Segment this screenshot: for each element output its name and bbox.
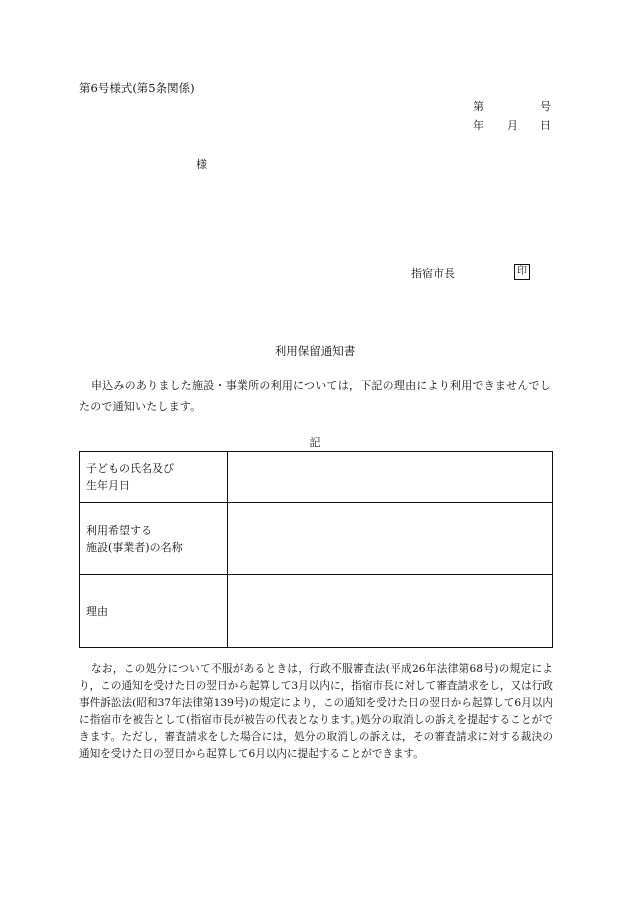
table-row: [80, 575, 553, 648]
form-number: 第6号様式(第5条関係): [79, 81, 195, 95]
document-title: 利用保留通知書: [274, 344, 356, 358]
doc-number-prefix: 第: [473, 100, 484, 113]
table-label-cell: [80, 503, 228, 575]
table-label-line: 理由: [86, 604, 108, 618]
doc-number-suffix: 号: [540, 100, 551, 113]
table-label-line: 生年月日: [86, 479, 130, 492]
recipient-honorific: 様: [196, 158, 207, 171]
info-table: [79, 451, 553, 648]
date-year-label: 年: [473, 119, 484, 132]
table-label-cell: [80, 575, 228, 648]
ki-label: 記: [309, 436, 321, 449]
table-row: [80, 503, 553, 575]
appeal-notice-paragraph: なお，この処分について不服があるときは，行政不服審査法(平成26年法律第68号)の規定により，この通知を受けた日の翌日から起算して3月以内に，指宿市長に対して審査請求をし，又は行政事件訴訟法(昭和37年法律第139号)の規定により，この通知を受けた日の翌日から起算して6月以内に指宿市を被告として(指宿市長が被告の代表となります。)処分の取消しの訴えを提起することができます。ただし，審査請求をした場合には，処分の取消しの訴えは，その審査請求に対する裁決の通知を受けた日の翌日から起算して6月以内に提起することができます。: [79, 663, 553, 760]
seal-stamp: 印: [514, 264, 530, 280]
body-paragraph: 申込みのありました施設・事業所の利用については，下記の理由により利用できませんでしたので通知いたします。: [79, 379, 551, 413]
table-label-cell: [80, 452, 228, 503]
table-value-cell: [228, 452, 553, 503]
table-label-line: 利用希望する: [86, 523, 152, 537]
sender-title: 指宿市長: [411, 267, 455, 280]
table-label-line: 施設(事業者)の名称: [86, 540, 183, 554]
table-row: [80, 452, 553, 503]
table-value-cell: [228, 503, 553, 575]
date-month-label: 月: [507, 119, 518, 132]
table-label-line: 子どもの氏名及び: [86, 462, 174, 475]
table-value-cell: [228, 575, 553, 648]
date-day-label: 日: [540, 119, 551, 132]
